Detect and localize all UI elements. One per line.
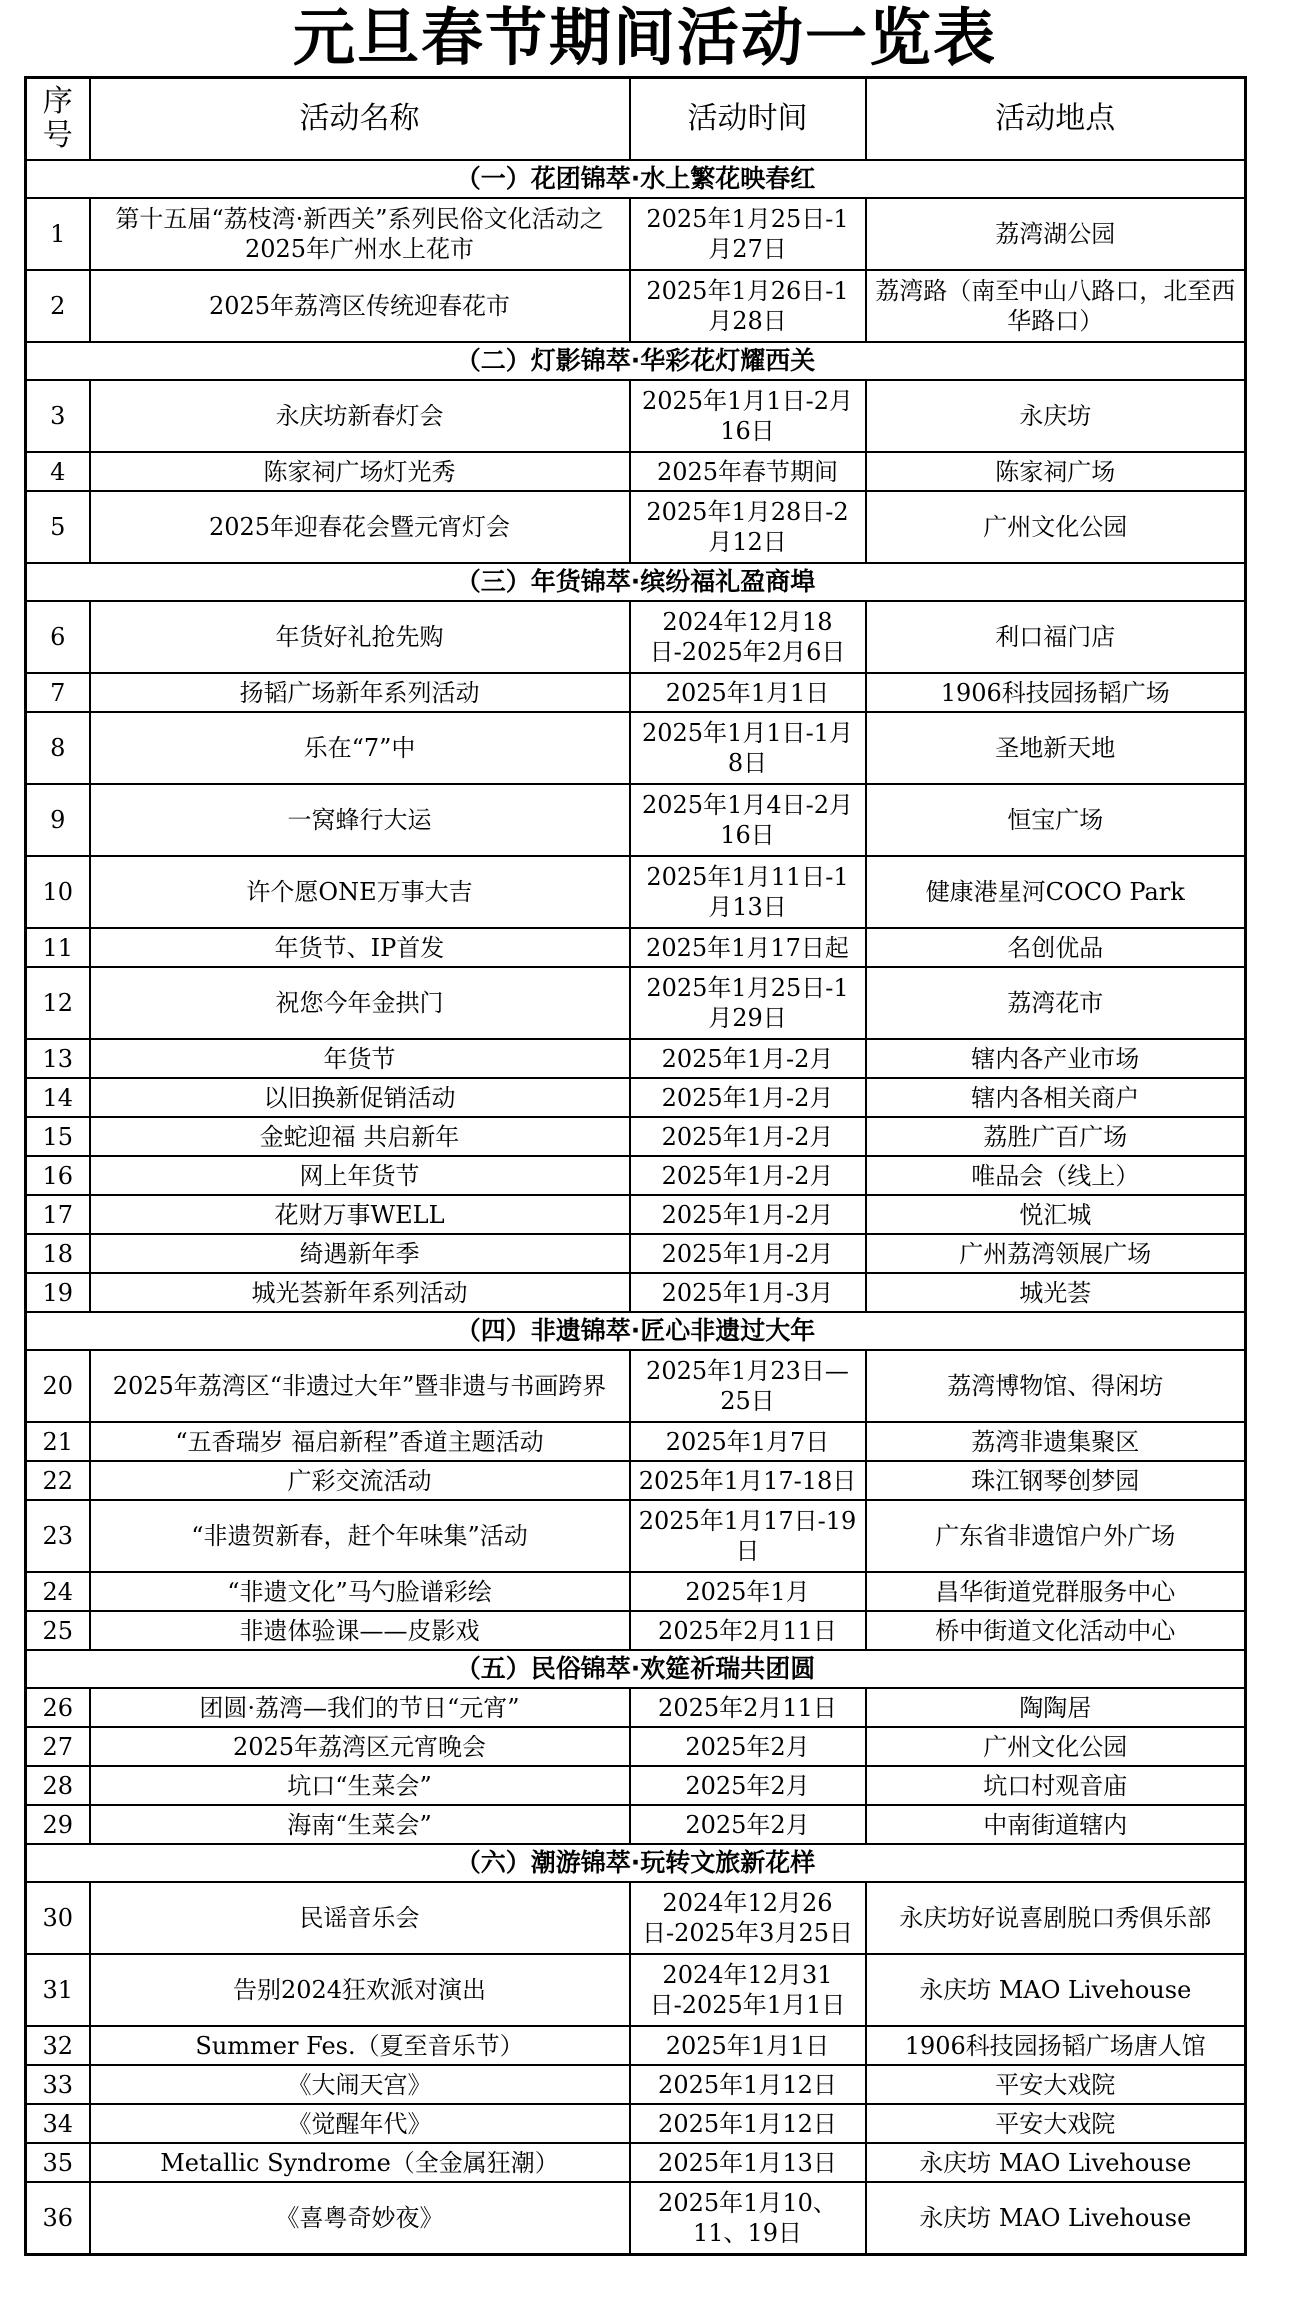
section-title: （六）潮游锦萃·玩转文旅新花样 <box>26 1844 1246 1882</box>
activity-name: Metallic Syndrome（全金属狂潮） <box>90 2143 630 2182</box>
table-row <box>26 1422 1246 1461</box>
row-num: 16 <box>26 1156 90 1195</box>
row-num: 31 <box>26 1954 90 2026</box>
activity-time: 2025年1月12日 <box>630 2065 866 2104</box>
activity-place: 唯品会（线上） <box>866 1156 1246 1195</box>
row-num: 21 <box>26 1422 90 1461</box>
table-row <box>26 1688 1246 1727</box>
table-row <box>26 1954 1246 2026</box>
activity-name: 第十五届“荔枝湾·新西关”系列民俗文化活动之2025年广州水上花市 <box>90 198 630 270</box>
activity-name: 城光荟新年系列活动 <box>90 1273 630 1312</box>
activity-place: 广东省非遗馆户外广场 <box>866 1500 1246 1572</box>
activity-time: 2025年1月28日-2月12日 <box>630 491 866 563</box>
table-row <box>26 784 1246 856</box>
table-row <box>26 452 1246 491</box>
activity-name: 2025年迎春花会暨元宵灯会 <box>90 491 630 563</box>
row-num: 6 <box>26 601 90 673</box>
activity-time: 2025年2月11日 <box>630 1688 866 1727</box>
section-title: （一）花团锦萃·水上繁花映春红 <box>26 160 1246 198</box>
activity-name: 许个愿ONE万事大吉 <box>90 856 630 928</box>
section-header-row <box>26 160 1246 198</box>
activity-name: 陈家祠广场灯光秀 <box>90 452 630 491</box>
row-num: 1 <box>26 198 90 270</box>
activity-place: 平安大戏院 <box>866 2104 1246 2143</box>
activity-time: 2025年1月17日起 <box>630 928 866 967</box>
activity-time: 2025年1月-2月 <box>630 1117 866 1156</box>
activity-time: 2025年1月1日-1月8日 <box>630 712 866 784</box>
activity-time: 2025年1月7日 <box>630 1422 866 1461</box>
activity-place: 健康港星河COCO Park <box>866 856 1246 928</box>
activity-place: 陶陶居 <box>866 1688 1246 1727</box>
activity-place: 荔湾博物馆、得闲坊 <box>866 1350 1246 1422</box>
activity-place: 圣地新天地 <box>866 712 1246 784</box>
table-row <box>26 2065 1246 2104</box>
activity-place: 坑口村观音庙 <box>866 1766 1246 1805</box>
activity-name: 绮遇新年季 <box>90 1234 630 1273</box>
activity-name: 2025年荔湾区传统迎春花市 <box>90 270 630 342</box>
section-header-row <box>26 1312 1246 1350</box>
activity-time: 2025年1月1日 <box>630 2026 866 2065</box>
section-title: （三）年货锦萃·缤纷福礼盈商埠 <box>26 563 1246 601</box>
table-row <box>26 380 1246 452</box>
activity-name: 《喜粤奇妙夜》 <box>90 2182 630 2255</box>
table-row <box>26 928 1246 967</box>
activity-name: “五香瑞岁 福启新程”香道主题活动 <box>90 1422 630 1461</box>
row-num: 28 <box>26 1766 90 1805</box>
activity-place: 平安大戏院 <box>866 2065 1246 2104</box>
activity-name: 坑口“生菜会” <box>90 1766 630 1805</box>
activity-time: 2025年1月-2月 <box>630 1039 866 1078</box>
row-num: 29 <box>26 1805 90 1844</box>
table-row <box>26 1461 1246 1500</box>
table-row <box>26 712 1246 784</box>
activity-time: 2025年1月17日-19日 <box>630 1500 866 1572</box>
activity-time: 2025年1月12日 <box>630 2104 866 2143</box>
activity-place: 珠江钢琴创梦园 <box>866 1461 1246 1500</box>
activity-place: 辖内各产业市场 <box>866 1039 1246 1078</box>
activity-name: “非遗文化”马勺脸谱彩绘 <box>90 1572 630 1611</box>
activity-place: 利口福门店 <box>866 601 1246 673</box>
row-num: 10 <box>26 856 90 928</box>
activity-place: 永庆坊 MAO Livehouse <box>866 2182 1246 2255</box>
row-num: 17 <box>26 1195 90 1234</box>
row-num: 9 <box>26 784 90 856</box>
activity-name: 年货节 <box>90 1039 630 1078</box>
activity-name: 一窝蜂行大运 <box>90 784 630 856</box>
activity-name: 2025年荔湾区元宵晚会 <box>90 1727 630 1766</box>
table-row <box>26 1350 1246 1422</box>
row-num: 23 <box>26 1500 90 1572</box>
activity-time: 2025年春节期间 <box>630 452 866 491</box>
table-row <box>26 601 1246 673</box>
table-row <box>26 1195 1246 1234</box>
section-title: （五）民俗锦萃·欢筵祈瑞共团圆 <box>26 1650 1246 1688</box>
page-title: 元旦春节期间活动一览表 <box>292 1 997 74</box>
table-row <box>26 2182 1246 2255</box>
activity-place: 陈家祠广场 <box>866 452 1246 491</box>
activity-place: 桥中街道文化活动中心 <box>866 1611 1246 1650</box>
activity-time: 2025年1月17-18日 <box>630 1461 866 1500</box>
activity-place: 荔湾路（南至中山八路口，北至西华路口） <box>866 270 1246 342</box>
section-header-row <box>26 1650 1246 1688</box>
activity-time: 2025年1月25日-1月27日 <box>630 198 866 270</box>
activity-time: 2025年1月10、11、19日 <box>630 2182 866 2255</box>
activity-time: 2025年1月25日-1月29日 <box>630 967 866 1039</box>
table-row <box>26 1805 1246 1844</box>
row-num: 7 <box>26 673 90 712</box>
table-row <box>26 1727 1246 1766</box>
activity-name: 海南“生菜会” <box>90 1805 630 1844</box>
activity-time: 2025年1月-2月 <box>630 1234 866 1273</box>
activity-name: 团圆·荔湾—我们的节日“元宵” <box>90 1688 630 1727</box>
activity-place: 荔湾湖公园 <box>866 198 1246 270</box>
activity-name: 网上年货节 <box>90 1156 630 1195</box>
table-row <box>26 491 1246 563</box>
row-num: 11 <box>26 928 90 967</box>
activity-time: 2025年1月13日 <box>630 2143 866 2182</box>
activity-time: 2025年1月1日 <box>630 673 866 712</box>
activity-name: 乐在“7”中 <box>90 712 630 784</box>
activity-time: 2024年12月26日-2025年3月25日 <box>630 1882 866 1954</box>
row-num: 33 <box>26 2065 90 2104</box>
table-row <box>26 1078 1246 1117</box>
activity-name: 非遗体验课——皮影戏 <box>90 1611 630 1650</box>
row-num: 25 <box>26 1611 90 1650</box>
activity-time: 2025年1月23日—25日 <box>630 1350 866 1422</box>
row-num: 4 <box>26 452 90 491</box>
row-num: 5 <box>26 491 90 563</box>
activity-name: 《觉醒年代》 <box>90 2104 630 2143</box>
row-num: 2 <box>26 270 90 342</box>
table-row <box>26 2026 1246 2065</box>
row-num: 35 <box>26 2143 90 2182</box>
table-row <box>26 270 1246 342</box>
activity-place: 悦汇城 <box>866 1195 1246 1234</box>
activity-name: 花财万事WELL <box>90 1195 630 1234</box>
table-row <box>26 1117 1246 1156</box>
row-num: 30 <box>26 1882 90 1954</box>
activity-time: 2025年1月11日-1月13日 <box>630 856 866 928</box>
activity-place: 中南街道辖内 <box>866 1805 1246 1844</box>
activity-name: 告别2024狂欢派对演出 <box>90 1954 630 2026</box>
activity-place: 永庆坊好说喜剧脱口秀俱乐部 <box>866 1882 1246 1954</box>
row-num: 27 <box>26 1727 90 1766</box>
activity-place: 1906科技园扬韬广场 <box>866 673 1246 712</box>
table-row <box>26 967 1246 1039</box>
activity-place: 名创优品 <box>866 928 1246 967</box>
table-row <box>26 1611 1246 1650</box>
activity-name: 广彩交流活动 <box>90 1461 630 1500</box>
activity-place: 辖内各相关商户 <box>866 1078 1246 1117</box>
activity-table <box>24 76 1247 2256</box>
table-row <box>26 198 1246 270</box>
section-header-row <box>26 1844 1246 1882</box>
row-num: 12 <box>26 967 90 1039</box>
activity-place: 1906科技园扬韬广场唐人馆 <box>866 2026 1246 2065</box>
row-num: 8 <box>26 712 90 784</box>
header-time: 活动时间 <box>630 78 866 161</box>
section-header-row <box>26 563 1246 601</box>
activity-time: 2025年2月 <box>630 1727 866 1766</box>
activity-place: 恒宝广场 <box>866 784 1246 856</box>
row-num: 22 <box>26 1461 90 1500</box>
activity-time: 2025年1月26日-1月28日 <box>630 270 866 342</box>
table-header-row <box>26 78 1246 161</box>
activity-time: 2025年1月1日-2月16日 <box>630 380 866 452</box>
activity-name: 民谣音乐会 <box>90 1882 630 1954</box>
activity-place: 广州文化公园 <box>866 1727 1246 1766</box>
activity-name: 扬韬广场新年系列活动 <box>90 673 630 712</box>
activity-place: 永庆坊 MAO Livehouse <box>866 2143 1246 2182</box>
row-num: 19 <box>26 1273 90 1312</box>
table-row <box>26 673 1246 712</box>
table-row <box>26 2104 1246 2143</box>
activity-time: 2025年1月4日-2月16日 <box>630 784 866 856</box>
activity-time: 2025年2月11日 <box>630 1611 866 1650</box>
activity-name: 以旧换新促销活动 <box>90 1078 630 1117</box>
row-num: 18 <box>26 1234 90 1273</box>
activity-name: 《大闹天宫》 <box>90 2065 630 2104</box>
table-row <box>26 1882 1246 1954</box>
activity-place: 广州荔湾领展广场 <box>866 1234 1246 1273</box>
row-num: 15 <box>26 1117 90 1156</box>
row-num: 36 <box>26 2182 90 2255</box>
activity-time: 2025年1月-2月 <box>630 1078 866 1117</box>
row-num: 32 <box>26 2026 90 2065</box>
header-name: 活动名称 <box>90 78 630 161</box>
activity-place: 城光荟 <box>866 1273 1246 1312</box>
activity-place: 昌华街道党群服务中心 <box>866 1572 1246 1611</box>
table-row <box>26 1572 1246 1611</box>
activity-place: 荔胜广百广场 <box>866 1117 1246 1156</box>
activity-name: 年货好礼抢先购 <box>90 601 630 673</box>
activity-place: 永庆坊 MAO Livehouse <box>866 1954 1246 2026</box>
row-num: 34 <box>26 2104 90 2143</box>
activity-place: 永庆坊 <box>866 380 1246 452</box>
table-row <box>26 1500 1246 1572</box>
activity-place: 广州文化公园 <box>866 491 1246 563</box>
activity-time: 2025年1月-2月 <box>630 1195 866 1234</box>
row-num: 24 <box>26 1572 90 1611</box>
activity-time: 2025年1月-3月 <box>630 1273 866 1312</box>
row-num: 26 <box>26 1688 90 1727</box>
activity-name: 年货节、IP首发 <box>90 928 630 967</box>
activity-name: 金蛇迎福 共启新年 <box>90 1117 630 1156</box>
activity-name: 祝您今年金拱门 <box>90 967 630 1039</box>
activity-name: Summer Fes.（夏至音乐节） <box>90 2026 630 2065</box>
header-num: 序号 <box>26 78 90 161</box>
activity-name: 2025年荔湾区“非遗过大年”暨非遗与书画跨界 <box>90 1350 630 1422</box>
activity-place: 荔湾花市 <box>866 967 1246 1039</box>
section-header-row <box>26 342 1246 380</box>
table-row <box>26 856 1246 928</box>
table-row <box>26 1273 1246 1312</box>
activity-time: 2025年2月 <box>630 1805 866 1844</box>
table-row <box>26 2143 1246 2182</box>
table-row <box>26 1156 1246 1195</box>
section-title: （四）非遗锦萃·匠心非遗过大年 <box>26 1312 1246 1350</box>
activity-time: 2024年12月31日-2025年1月1日 <box>630 1954 866 2026</box>
row-num: 3 <box>26 380 90 452</box>
table-body <box>26 160 1246 2255</box>
activity-time: 2025年1月-2月 <box>630 1156 866 1195</box>
header-place: 活动地点 <box>866 78 1246 161</box>
activity-time: 2025年2月 <box>630 1766 866 1805</box>
row-num: 20 <box>26 1350 90 1422</box>
section-title: （二）灯影锦萃·华彩花灯耀西关 <box>26 342 1246 380</box>
table-row <box>26 1039 1246 1078</box>
activity-time: 2025年1月 <box>630 1572 866 1611</box>
table-row <box>26 1234 1246 1273</box>
activity-name: “非遗贺新春，赶个年味集”活动 <box>90 1500 630 1572</box>
activity-time: 2024年12月18日-2025年2月6日 <box>630 601 866 673</box>
activity-name: 永庆坊新春灯会 <box>90 380 630 452</box>
row-num: 14 <box>26 1078 90 1117</box>
row-num: 13 <box>26 1039 90 1078</box>
activity-place: 荔湾非遗集聚区 <box>866 1422 1246 1461</box>
table-row <box>26 1766 1246 1805</box>
